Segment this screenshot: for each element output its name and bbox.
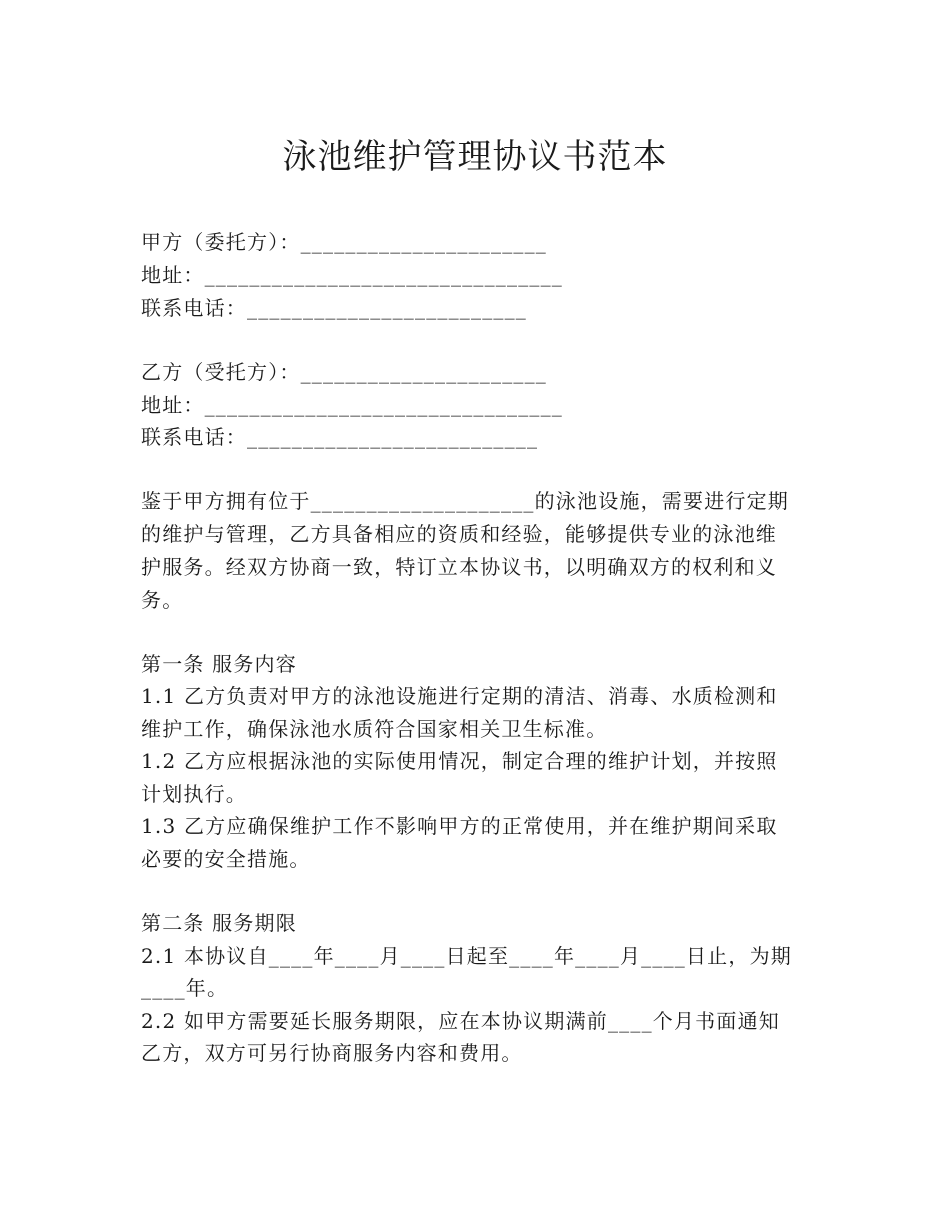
preamble-line: 鉴于甲方拥有位于____________________的泳池设施，需要进行定期	[141, 489, 789, 513]
party-b-phone-line: 联系电话：__________________________	[141, 425, 539, 449]
preamble-line: 的维护与管理，乙方具备相应的资质和经验，能够提供专业的泳池维	[141, 522, 777, 546]
article-1-line: 1.2 乙方应根据泳池的实际使用情况，制定合理的维护计划，并按照	[141, 749, 778, 773]
party-b-name-line: 乙方（受托方）：______________________	[141, 360, 547, 384]
preamble-line: 务。	[141, 588, 184, 612]
article-1-line: 必要的安全措施。	[141, 847, 311, 871]
party-a-name-line: 甲方（委托方）：______________________	[141, 230, 547, 254]
party-a-phone-line: 联系电话：_________________________	[141, 296, 527, 320]
article-2-line: 2.1 本协议自____年____月____日起至____年____月____日止，为期	[141, 944, 792, 968]
article-2-line: ____年。	[141, 976, 229, 1000]
article-2-line: 乙方，双方可另行协商服务内容和费用。	[141, 1041, 523, 1065]
preamble-line: 护服务。经双方协商一致，特订立本协议书，以明确双方的权利和义	[141, 555, 777, 579]
article-1-line: 1.1 乙方负责对甲方的泳池设施进行定期的清洁、消毒、水质检测和	[141, 684, 778, 708]
article-1-line: 1.3 乙方应确保维护工作不影响甲方的正常使用，并在维护期间采取	[141, 814, 778, 838]
party-a-address-line: 地址：________________________________	[141, 263, 563, 287]
article-2-line: 2.2 如甲方需要延长服务期限，应在本协议期满前____个月书面通知	[141, 1009, 780, 1033]
party-b-address-line: 地址：________________________________	[141, 393, 563, 417]
article-1-line: 计划执行。	[141, 782, 247, 806]
document-title: 泳池维护管理协议书范本	[282, 137, 668, 177]
article-1-heading: 第一条 服务内容	[141, 652, 297, 676]
article-1-line: 维护工作，确保泳池水质符合国家相关卫生标准。	[141, 717, 608, 741]
article-2-heading: 第二条 服务期限	[141, 911, 297, 935]
